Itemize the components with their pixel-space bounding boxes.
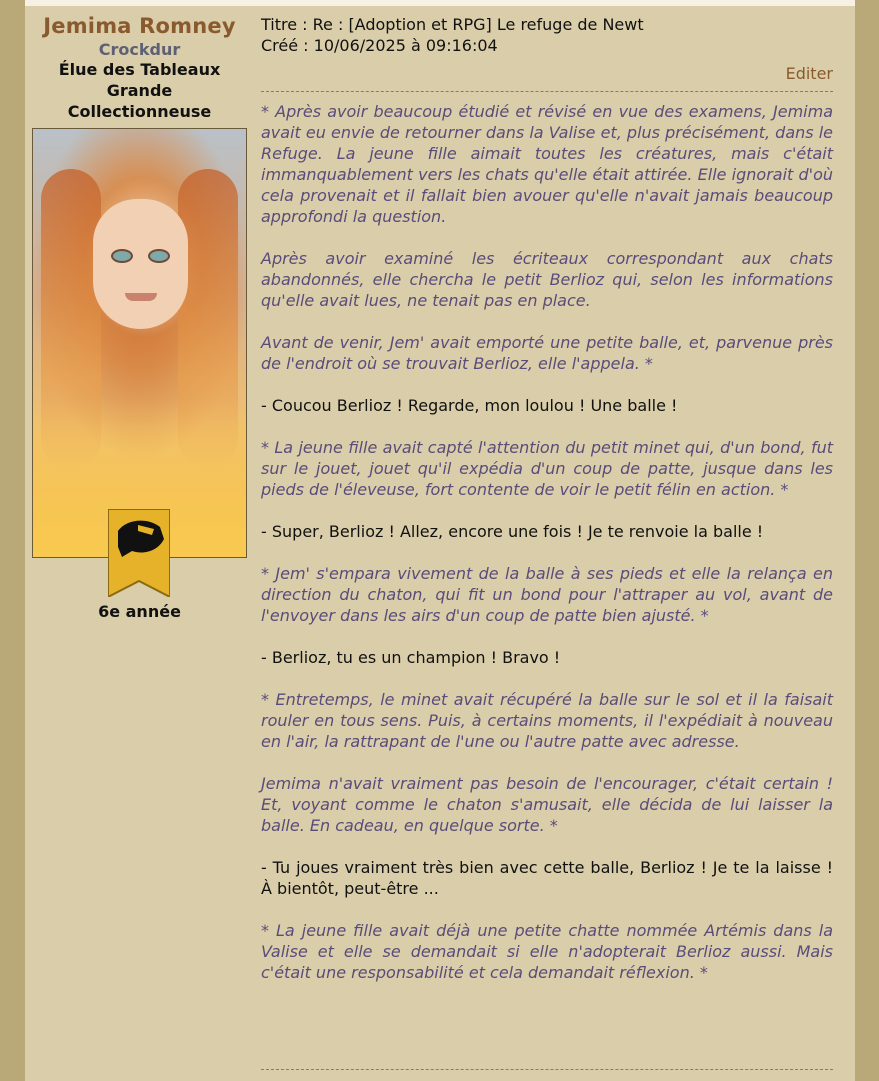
author-title-1: Élue des Tableaux (58, 60, 221, 79)
author-title-2: Grande (106, 81, 173, 100)
author-profile (25, 6, 254, 621)
author-username[interactable]: Jemima Romney (43, 14, 236, 38)
post-paragraph: * Jem' s'empara vivement de la balle à ses pieds et elle la relança en direction du chaton, qui fit un bond pour l'attraper au vol, avant de l'envoyer dans les airs d'un coup de patte bien ajusté. * (261, 564, 833, 625)
post-content (261, 6, 833, 983)
author-year: 6e année (98, 602, 181, 621)
author-avatar[interactable] (32, 128, 247, 558)
badger-crest-icon (108, 509, 170, 597)
author-house: Crockdur (98, 40, 181, 59)
post-bottom-separator (261, 1069, 833, 1070)
post-body (261, 101, 833, 983)
post-paragraph: Avant de venir, Jem' avait emporté une petite balle, et, parvenue près de l'endroit où se trouvait Berlioz, elle l'appela. * (261, 333, 833, 373)
post-paragraph: Après avoir examiné les écriteaux correspondant aux chats abandonnés, elle chercha le petit Berlioz qui, selon les informations qu'elle avait lues, ne tenait pas en place. (261, 249, 833, 310)
post-dialogue: - Coucou Berlioz ! Regarde, mon loulou ! Une balle ! (261, 396, 678, 415)
edit-link[interactable]: Editer (785, 64, 833, 83)
post-date: Créé : 10/06/2025 à 09:16:04 (261, 36, 498, 55)
post-title: Titre : Re : [Adoption et RPG] Le refuge de Newt (261, 15, 644, 34)
post-dialogue: - Tu joues vraiment très bien avec cette balle, Berlioz ! Je te la laisse ! À bientôt, peut-être ... (261, 858, 833, 898)
post-paragraph: * Entretemps, le minet avait récupéré la balle sur le sol et il la faisait rouler en tous sens. Puis, à certains moments, il l'expédiait à nouveau en l'air, la rattrapant de l'une ou l'autre patte avec adresse. (261, 690, 833, 751)
post-paragraph: * Après avoir beaucoup étudié et révisé en vue des examens, Jemima avait eu envie de retourner dans la Valise et, plus précisément, dans le Refuge. La jeune fille aimait toutes les créatures, mais c'était immanquablement vers les chats qu'elle était attirée. Elle ignorait d'où cela provenait et il fallait bien avouer qu'elle n'avait jamais beaucoup approfondi la question. (261, 102, 833, 226)
post-paragraph: Jemima n'avait vraiment pas besoin de l'encourager, c'était certain ! Et, voyant comme le chaton s'amusait, elle décida de lui laisser la balle. En cadeau, en quelque sorte. * (261, 774, 833, 835)
post-paragraph: * La jeune fille avait déjà une petite chatte nommée Artémis dans la Valise et elle se demandait si elle n'adopterait Berlioz aussi. Mais c'était une responsabilité et cela demandait réflexion. * (261, 921, 833, 982)
post-dialogue: - Berlioz, tu es un champion ! Bravo ! (261, 648, 561, 667)
post-paragraph: * La jeune fille avait capté l'attention du petit minet qui, d'un bond, fut sur le jouet, jouet qu'il expédia d'un coup de patte, jusque dans les pieds de l'éleveuse, fort contente de voir le petit félin en action. * (261, 438, 833, 499)
post-separator (261, 91, 833, 92)
portrait-face (93, 199, 188, 329)
post-panel (25, 6, 855, 1081)
post-dialogue: - Super, Berlioz ! Allez, encore une fois ! Je te renvoie la balle ! (261, 522, 764, 541)
author-title-3: Collectionneuse (67, 102, 212, 121)
